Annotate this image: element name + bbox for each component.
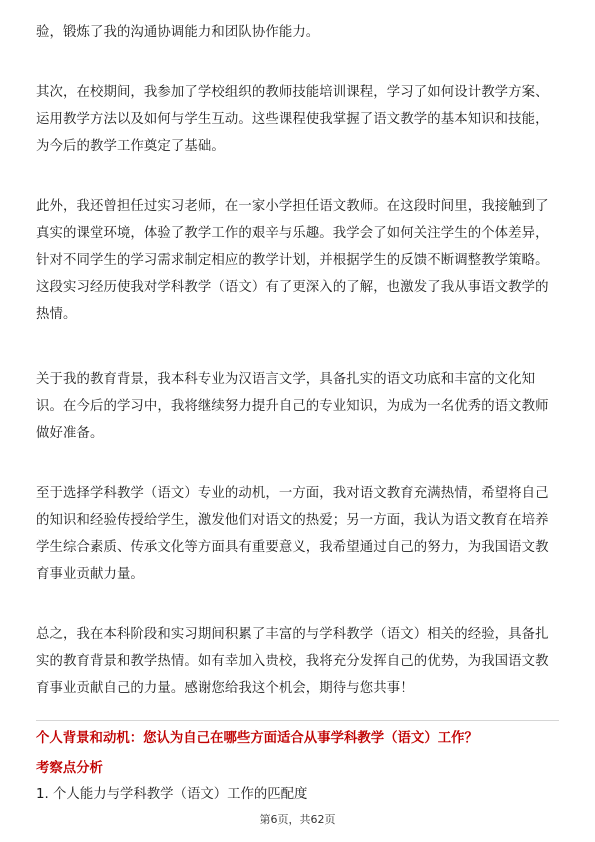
paragraph-6: 总之，我在本科阶段和实习期间积累了丰富的与学科教学（语文）相关的经验，具备扎实的教育背景和教学热情。如有幸加入贵校，我将充分发挥自己的优势，为我国语文教育事业贡献自己的力量。感谢您给我这个机会，期待与您共事！ bbox=[36, 627, 549, 696]
paragraph-5: 至于选择学科教学（语文）专业的动机，一方面，我对语文教育充满热情，希望将自己的知识和经验传授给学生，激发他们对语文的热爱；另一方面，我认为语文教育在培养学生综合素质、传承文化等方面具有重要意义，我希望通过自己的努力，为我国语文教育事业贡献力量。 bbox=[36, 486, 549, 582]
analysis-item: 1. 个人能力与学科教学（语文）工作的匹配度 bbox=[36, 787, 308, 802]
paragraph-1: 验，锻炼了我的沟通协调能力和团队协作能力。 bbox=[36, 25, 320, 40]
paragraph-2: 其次，在校期间，我参加了学校组织的教师技能培训课程，学习了如何设计教学方案、运用教学方法以及如何与学生互动。这些课程使我掌握了语文教学的基本知识和技能，为今后的教学工作奠定了基础。 bbox=[36, 85, 549, 154]
document-page bbox=[36, 0, 559, 842]
section-title: 考察点分析 bbox=[36, 761, 103, 776]
paragraph-3: 此外，我还曾担任过实习老师，在一家小学担任语文教师。在这段时间里，我接触到了真实的课堂环境，体验了教学工作的艰辛与乐趣。我学会了如何关注学生的个体差异，针对不同学生的学习需求制定相应的教学计划，并根据学生的反馈不断调整教学策略。这段实习经历使我对学科教学（语文）有了更深入的了解，也激发了我从事语文教学的热情。 bbox=[36, 199, 549, 322]
paragraph-4: 关于我的教育背景，我本科专业为汉语言文学，具备扎实的语文功底和丰富的文化知识。在今后的学习中，我将继续努力提升自己的专业知识，为成为一名优秀的语文教师做好准备。 bbox=[36, 372, 549, 441]
section-divider bbox=[36, 720, 559, 721]
page-number: 第6页，共62页 bbox=[259, 813, 336, 826]
question-heading: 个人背景和动机：您认为自己在哪些方面适合从事学科教学（语文）工作？ bbox=[36, 731, 478, 746]
